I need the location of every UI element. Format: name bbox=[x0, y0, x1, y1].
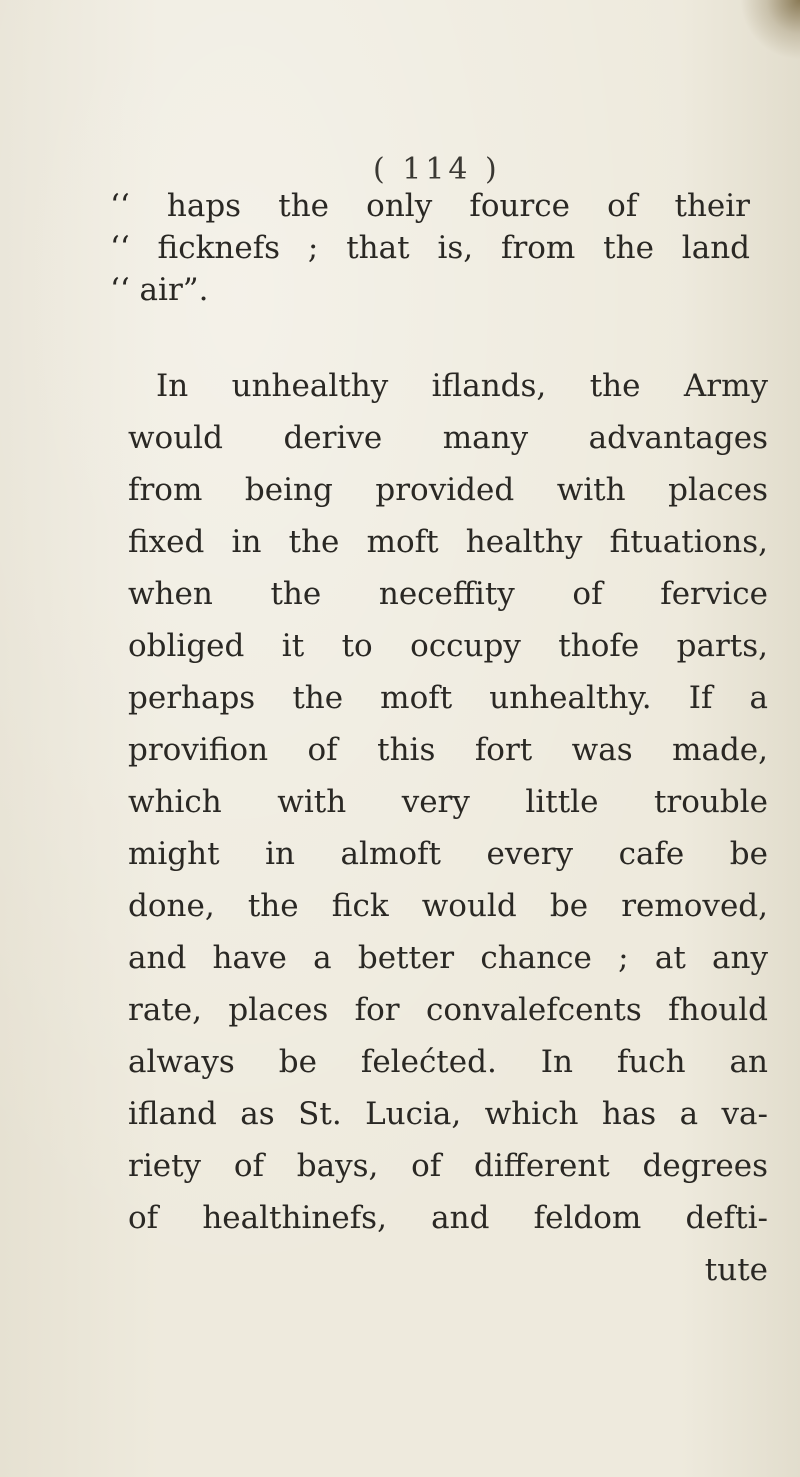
text-line-6: from being provided with places bbox=[128, 472, 768, 508]
text-line-7: fixed in the moft healthy fituations, bbox=[128, 524, 768, 560]
text-line-9: obliged it to occupy thofe parts, bbox=[128, 628, 768, 664]
text-line-8: when the neceffity of fervice bbox=[128, 576, 768, 612]
text-line-20: of healthinefs, and feldom defti- bbox=[128, 1200, 768, 1236]
text-line-12: which with very little trouble bbox=[128, 784, 768, 820]
text-line-11: provifion of this fort was made, bbox=[128, 732, 768, 768]
text-line-18: ifland as St. Lucia, which has a va- bbox=[128, 1096, 768, 1132]
text-line-4: In unhealthy iflands, the Army bbox=[156, 368, 768, 404]
page-number: ( 114 ) bbox=[373, 152, 501, 187]
text-line-2: ‘‘ ficknefs ; that is, from the land bbox=[110, 230, 750, 266]
catchword: tute bbox=[704, 1252, 768, 1288]
page-stain bbox=[740, 0, 800, 60]
text-line-10: perhaps the moft unhealthy. If a bbox=[128, 680, 768, 716]
text-line-16: rate, places for convalefcents fhould bbox=[128, 992, 768, 1028]
text-line-5: would derive many advantages bbox=[128, 420, 768, 456]
text-line-17: always be felećted. In fuch an bbox=[128, 1044, 768, 1080]
text-line-14: done, the fick would be removed, bbox=[128, 888, 768, 924]
text-line-15: and have a better chance ; at any bbox=[128, 940, 768, 976]
text-line-3: ‘‘ air”. bbox=[110, 272, 209, 308]
text-line-1: ‘‘ haps the only fource of their bbox=[110, 188, 750, 224]
text-line-19: riety of bays, of different degrees bbox=[128, 1148, 768, 1184]
text-line-13: might in almoft every cafe be bbox=[128, 836, 768, 872]
